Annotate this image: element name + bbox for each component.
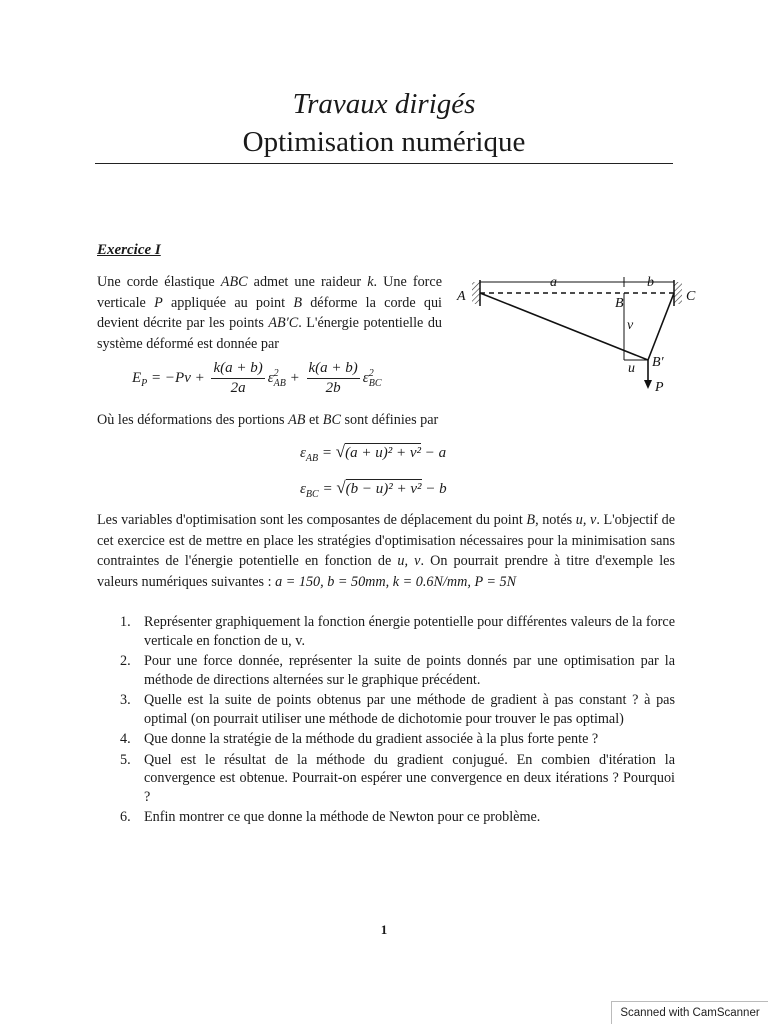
- intro-text: . Une force verticale: [97, 274, 442, 311]
- eq-subscript: BC: [368, 377, 382, 389]
- intro-math: B: [293, 294, 302, 311]
- question-number: 5.: [120, 751, 131, 768]
- eq-symbol: ε: [362, 369, 369, 386]
- scanner-watermark: Scanned with CamScanner: [611, 1001, 768, 1024]
- label-force-p: P: [655, 380, 664, 395]
- label-point-b: B: [615, 296, 624, 311]
- intro-math: P: [154, 294, 163, 311]
- intro-math: ABC: [220, 274, 248, 290]
- eq-fraction: [211, 360, 264, 397]
- question-number: 2.: [120, 653, 131, 669]
- label-displacement-v: v: [627, 318, 634, 333]
- para-math: B: [526, 512, 536, 528]
- document-title-line2: Optimisation numérique: [242, 126, 526, 158]
- document-title-line1: Travaux dirigés: [292, 88, 476, 120]
- eq-superscript: 2: [368, 367, 374, 379]
- para-math: BC: [322, 412, 341, 428]
- label-displacement-u: u: [628, 361, 635, 376]
- right-wall-hatch: [674, 282, 682, 304]
- page-number: 1: [380, 922, 388, 937]
- para-math: AB: [288, 412, 306, 428]
- intro-math: AB′C: [268, 315, 299, 331]
- eq-subscript: AB: [273, 377, 286, 389]
- para-text: , notés: [535, 512, 576, 528]
- eq-symbol: ε: [300, 445, 306, 461]
- intro-text: . L'énergie potentielle du système déformé est donnée par: [97, 315, 443, 352]
- eq-superscript: 2: [273, 367, 279, 379]
- title-underline: [95, 163, 673, 164]
- para-text: sont définies par: [340, 412, 439, 428]
- left-wall-hatch: [472, 282, 480, 304]
- label-point-a: A: [457, 289, 466, 304]
- para-text: Les variables d'optimisation sont les composantes de déplacement du point: [97, 512, 527, 528]
- eq-fraction-numerator: k(a + b): [211, 360, 264, 379]
- eq-subscript: BC: [305, 489, 319, 500]
- eq-fraction-denominator: 2a: [230, 380, 246, 396]
- sqrt-content: (b − u)² + v²: [345, 481, 422, 497]
- epsilon-bc-equation: [300, 478, 447, 500]
- para-math: u, v: [575, 512, 597, 528]
- question-item: [120, 613, 675, 650]
- label-length-b: b: [647, 275, 654, 290]
- question-item: [120, 751, 675, 807]
- question-item: [120, 730, 675, 749]
- eq-fraction: [307, 360, 360, 397]
- eq-subscript: AB: [305, 453, 319, 464]
- eq-sup-sub: [369, 369, 382, 389]
- intro-text: Une corde élastique: [97, 274, 221, 290]
- question-number: 6.: [120, 809, 131, 825]
- para-math: u, v: [397, 553, 421, 569]
- eq-term: =: [318, 445, 336, 461]
- intro-text: admet une raideur: [247, 274, 368, 290]
- deformed-rope-bc: [648, 293, 674, 360]
- label-point-b-prime: B′: [652, 355, 664, 370]
- question-text: Quelle est la suite de points obtenus par une méthode de gradient à pas constant ? à pas optimal (on pourrait utiliser une méthode de dichotomie pour trouver le pas optimal): [144, 692, 675, 727]
- eq-symbol: ε: [267, 369, 274, 386]
- eq-fraction-denominator: 2b: [325, 380, 341, 396]
- exercise-intro-paragraph: [97, 272, 442, 354]
- epsilon-ab-equation: [300, 442, 446, 464]
- para-math: a = 150, b = 50mm, k = 0.6N/mm, P = 5N: [275, 573, 517, 590]
- eq-fraction-numerator: k(a + b): [307, 360, 360, 379]
- eq-subscript: P: [141, 377, 148, 389]
- eq-term: − a: [421, 445, 447, 461]
- question-item: [120, 808, 675, 827]
- eq-term: =: [318, 481, 337, 497]
- intro-text: déforme la corde qui devient décrite par les points: [97, 294, 442, 331]
- eq-term: = −Pv +: [147, 369, 209, 386]
- force-arrow-head: [644, 380, 652, 389]
- label-length-a: a: [550, 275, 557, 290]
- question-number: 1.: [120, 614, 131, 630]
- exercise-heading: Exercice I: [97, 242, 161, 258]
- energy-equation: [132, 360, 382, 397]
- eq-sup-sub: [274, 369, 286, 389]
- question-text: Représenter graphiquement la fonction énergie potentielle pour différentes valeurs de la force verticale en fonction de u, v.: [144, 614, 675, 649]
- questions-list: [120, 613, 675, 829]
- para-text: et: [305, 412, 323, 428]
- para-text: . L'objectif de cet exercice est de mettre en place les stratégies d'optimisation nécessaires pour la minimisation sans contraintes de l'énergie potentielle en fonction de: [97, 512, 676, 569]
- deformation-definition-paragraph: [97, 410, 675, 431]
- variables-paragraph: [97, 510, 675, 592]
- question-text: Pour une force donnée, représenter la suite de points donnés par une optimisation par la méthode de directions alternées sur le graphique précédent.: [144, 653, 675, 688]
- rope-diagram: [452, 270, 702, 400]
- label-point-c: C: [686, 289, 696, 304]
- para-text: Où les déformations des portions: [97, 412, 289, 428]
- question-text: Que donne la stratégie de la méthode du gradient associée à la plus forte pente ?: [144, 731, 599, 747]
- eq-term: +: [285, 369, 304, 386]
- question-number: 3.: [120, 692, 131, 708]
- intro-text: appliquée au point: [162, 294, 294, 311]
- intro-math: k: [367, 274, 374, 290]
- eq-symbol: E: [132, 369, 142, 386]
- question-text: Quel est le résultat de la méthode du gradient conjugué. En combien d'itération la convergence est obtenue. Pourrait-on espérer une convergence en deux itérations ? Pourquoi ?: [144, 751, 675, 805]
- question-item: [120, 652, 675, 689]
- sqrt-symbol: √: [335, 442, 346, 461]
- question-number: 4.: [120, 731, 131, 747]
- sqrt-content: (a + u)² + v²: [345, 445, 421, 461]
- para-text: . On pourrait prendre à titre d'exemple les valeurs numériques suivantes :: [97, 553, 675, 590]
- sqrt-symbol: √: [336, 478, 346, 497]
- question-item: [120, 691, 675, 728]
- eq-symbol: ε: [300, 481, 306, 497]
- eq-term: − b: [421, 481, 447, 497]
- question-text: Enfin montrer ce que donne la méthode de Newton pour ce problème.: [144, 809, 541, 825]
